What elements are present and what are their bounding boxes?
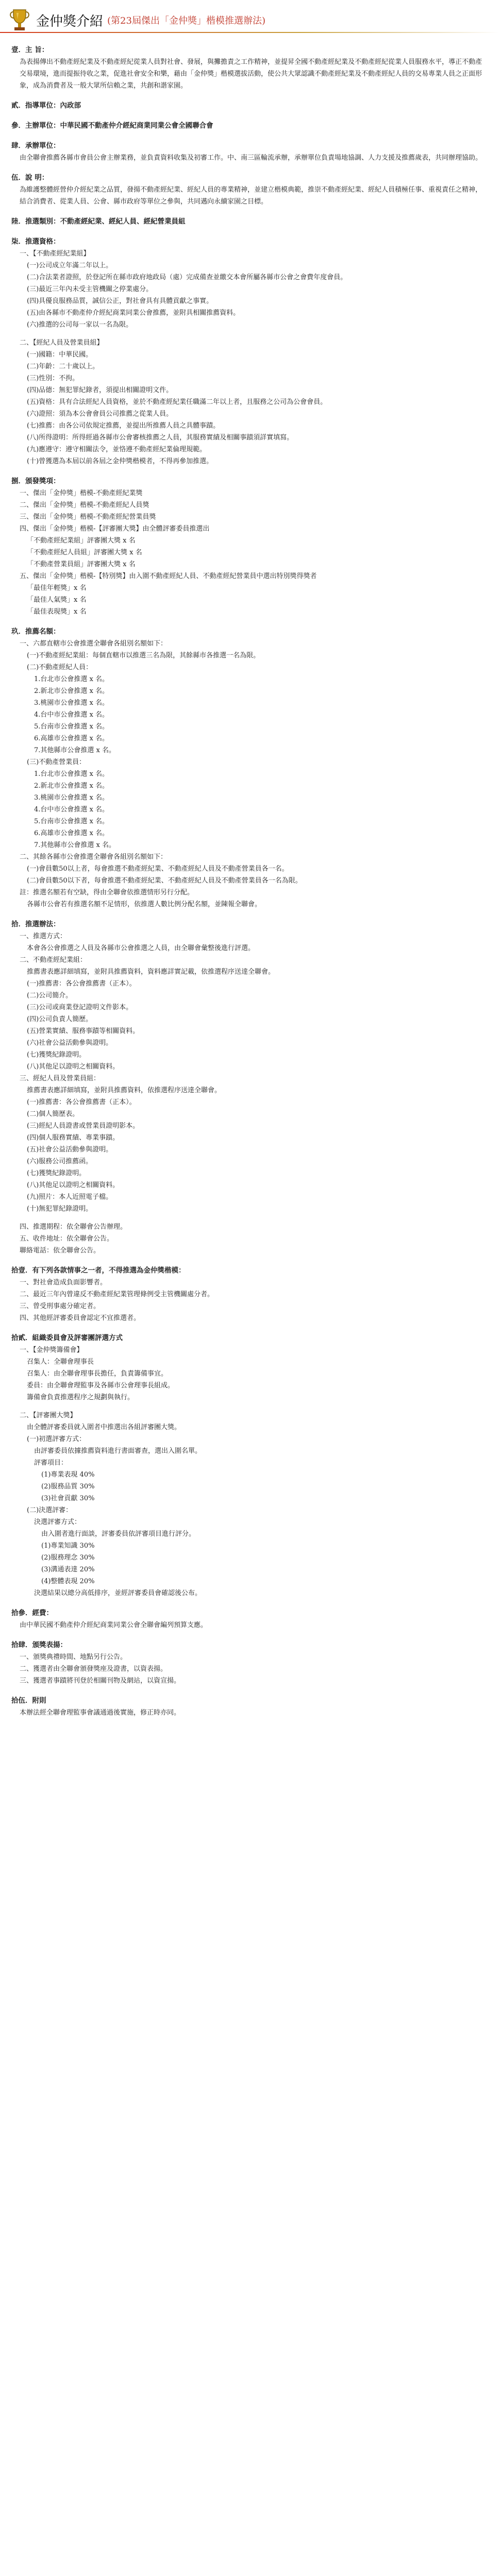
section-title: 拾伍．附則: [11, 1697, 46, 1705]
section-line: (一)初選評審方式：: [27, 1435, 86, 1443]
section-line: 為表揚傳出不動產經紀業及不動產經紀從業人員對社會、發展，與攤擔責之工作精神，並提昇全國不動產經紀業及不動產經紀從業人員服務水平，導正不動產交易環境，進而提振待收之業，促進社會安全和樂，藉由「金仲獎」楷模選拔活動，使公共大眾認識不動產經紀業及不動產經紀人員的交易專業人員之正面形象，成為消費者及一般大眾所信賴之業，共創和諧家園。: [20, 58, 483, 90]
section-title: 拾壹．有下列各款情事之一者，不得推選為金仲獎楷模：: [11, 1266, 186, 1275]
section-line: 二、不動產經紀業組：: [20, 956, 87, 964]
section: [11, 172, 488, 208]
section-line: 四、推選期程：依全聯會公告辦理。: [20, 1223, 127, 1231]
section-line: (七)推薦：由各公司依規定推薦，並提出所推薦人員之具體事蹟。: [27, 422, 220, 430]
section-line: 註：推選名額若有空缺，得由全聯會依推選情形另行分配。: [20, 889, 194, 896]
section-line: (四)公司負責人簡歷。: [27, 1015, 93, 1023]
section-line: 由評審委員依據推薦資料進行書面審查，選出入圍名單。: [34, 1447, 202, 1455]
section-line: (六)證照：須為本公會會員公司推薦之從業人員。: [27, 410, 173, 418]
section-line: 「最佳人氣獎」x 名: [27, 596, 87, 604]
section: [11, 100, 488, 112]
section-line: (二)年齡：二十歲以上。: [27, 363, 99, 370]
section: [11, 1332, 488, 1599]
trophy-icon: [8, 8, 31, 32]
section: [11, 120, 488, 132]
section-line: 二、最近三年內曾違反不動產經紀業管理條例受主管機關處分者。: [20, 1291, 214, 1298]
section: [11, 1265, 488, 1324]
section-line: 一、【金仲獎籌備會】: [20, 1346, 84, 1354]
section-line: 三、傑出「金仲獎」楷模-不動產經紀營業員獎: [20, 513, 156, 521]
section-line: 召集人：全聯會理事長: [27, 1358, 94, 1366]
section: [11, 236, 488, 467]
section: [11, 1695, 488, 1719]
section-line: 一、【不動產經紀業組】: [20, 250, 90, 258]
document-body: [0, 44, 499, 1719]
section-line: (一)推薦書：各公會推薦書（正本）。: [27, 1098, 136, 1106]
section-line: (3)溝通表達 20%: [41, 1566, 95, 1573]
section-line: (4)整體表現 20%: [41, 1578, 95, 1585]
section-line: 2.新北市公會推選 x 名。: [34, 782, 109, 790]
section-line: 由全體評審委員就入圍者中推選出各組評審團大獎。: [27, 1423, 181, 1431]
section-title: 參．主辦單位：中華民國不動產仲介經紀商業同業公會全國聯合會: [11, 122, 213, 130]
section-line: 二、【評審團大獎】: [20, 1412, 77, 1419]
section-line: (四)個人服務實績、專業事蹟。: [27, 1134, 120, 1142]
section-line: (2)服務品質 30%: [41, 1483, 95, 1490]
section: [11, 626, 488, 910]
section-line: (六)服務公司推薦函。: [27, 1158, 93, 1165]
section: [11, 44, 488, 92]
section-line: 一、頒獎典禮時間、地點另行公告。: [20, 1653, 127, 1661]
section-line: (七)獲獎紀錄證明。: [27, 1051, 86, 1059]
section-line: 「不動產經紀業組」評審團大獎 x 名: [27, 537, 136, 545]
section-line: 三、獲選者事蹟將刊登於相關刊物及網站，以資宣揚。: [20, 1677, 181, 1685]
section-line: 一、推選方式：: [20, 933, 67, 940]
section-line: 「不動產營業員組」評審團大獎 x 名: [27, 561, 136, 568]
section-line: 6.高雄市公會推選 x 名。: [34, 829, 109, 837]
section-line: (二)不動產經紀人員：: [27, 664, 93, 671]
section-line: 委員：由全聯會理監事及各縣市公會理事長組成。: [27, 1382, 175, 1389]
section-title: 拾肆．頒獎表揚：: [11, 1641, 67, 1649]
page-header: [0, 0, 499, 40]
section-line: (三)性別：不拘。: [27, 375, 79, 382]
section-line: 三、曾受刑事處分確定者。: [20, 1302, 101, 1310]
section-line: (二)決選評審：: [27, 1506, 73, 1514]
section-line: (四)具優良服務品質，誠信公正，對社會具有具體貢獻之事實。: [27, 297, 213, 305]
section-line: (八)其他足以證明之相關資料。: [27, 1181, 120, 1189]
section-title: 肆．承辦單位：: [11, 142, 60, 150]
spacer: [11, 1215, 488, 1221]
section-line: (五)營業實績、服務事蹟等相關資料。: [27, 1027, 140, 1035]
section-line: 三、經紀人員及營業員組：: [20, 1075, 101, 1082]
section: [11, 1607, 488, 1631]
section-line: 1.台北市公會推選 x 名。: [34, 675, 109, 683]
section-title: 玖．推薦名額：: [11, 628, 60, 636]
section-line: 二、獲選者由全聯會頒發獎座及證書，以資表揚。: [20, 1665, 168, 1673]
section-line: (三)不動產營業員：: [27, 758, 86, 766]
section-title: 拾．推選辦法：: [11, 920, 60, 928]
section-line: 由入圍者進行面談，評審委員依評審項目進行評分。: [41, 1530, 196, 1538]
section-line: 5.台南市公會推選 x 名。: [34, 818, 109, 825]
section-line: 5.台南市公會推選 x 名。: [34, 723, 109, 731]
section-line: (十)無犯罪紀錄證明。: [27, 1205, 93, 1213]
section-line: 二、傑出「金仲獎」楷模-不動產經紀人員獎: [20, 501, 149, 509]
section-line: 五、傑出「金仲獎」楷模-【特別獎】由入圍不動產經紀人員、不動產經紀營業員中選出特別獎得獎者: [20, 572, 317, 580]
section-line: 3.桃園市公會推選 x 名。: [34, 699, 109, 707]
section-title: 捌．頒發獎項：: [11, 477, 60, 485]
section-line: 一、六都直轄市公會推選全聯會各組別名額如下：: [20, 640, 168, 648]
section-line: 評審項目：: [34, 1459, 68, 1467]
section-line: (一)公司成立年滿二年以上。: [27, 262, 113, 269]
section-title: 柒．推選資格：: [11, 238, 60, 246]
section-line: (三)最近三年內未受主管機關之停業處分。: [27, 285, 153, 293]
section-title: 壹．主 旨：: [11, 46, 49, 54]
section-title: 拾參．經費：: [11, 1609, 53, 1617]
section-line: 4.台中市公會推選 x 名。: [34, 711, 109, 719]
section-line: 由中華民國不動產仲介經紀商業同業公會全聯會編列預算支應。: [20, 1621, 208, 1629]
section: [11, 140, 488, 164]
section-line: (一)推薦書：各公會推薦書（正本）。: [27, 980, 136, 988]
section-line: 「最佳年輕獎」x 名: [27, 584, 87, 592]
section: [11, 919, 488, 1257]
section-line: 「最佳表現獎」x 名: [27, 608, 87, 616]
section-line: 推薦書表應詳細填寫，並附具推薦資料，依推選程序送達全聯會。: [27, 1087, 222, 1094]
section-line: (二)個人簡歷表。: [27, 1110, 79, 1118]
section-line: 二、其餘各縣市公會推選全聯會各組別名額如下：: [20, 853, 168, 861]
section-line: (3)社會貢獻 30%: [41, 1495, 95, 1502]
section-title: 貳．指導單位：內政部: [11, 101, 81, 110]
section-line: (八)所得證明：所得經過各縣市公會審核推薦之人員，其服務實績及相關事蹟須詳實填寫。: [27, 434, 294, 442]
section-line: 4.台中市公會推選 x 名。: [34, 806, 109, 814]
section-line: 由全聯會推薦各縣市會員公會主辦業務，並負責資料收集及初審工作。中、南三區輪流承辦，承辦單位負責場地協調、人力支援及推薦歲表，共同辦理協助。: [20, 154, 483, 162]
section-line: (十)曾獲選為本屆以前各屆之金仲獎楷模者，不得再參加推選。: [27, 457, 213, 465]
section-line: (一)會員數50以上者，每會推選不動產經紀業、不動產經紀人員及不動產營業員各一名。: [27, 865, 289, 873]
section-line: (2)服務理念 30%: [41, 1554, 95, 1562]
section-line: 推薦書表應詳細填寫，並附具推薦資料，資料應詳實記載，依推選程序送達全聯會。: [27, 968, 275, 976]
section-line: 為維護整體經營仲介經紀業之品質，發揚不動產經紀業、經紀人員的專業精神，並建立楷模典範，推崇不動產經紀業、經紀人員積極任事、重視責任之精神，結合消費者、從業人員、公會、縣市政府等單位之參與，共同邁向永續家園之目標。: [20, 186, 483, 206]
section-line: (六)社會公益活動參與證明。: [27, 1039, 113, 1047]
section: [11, 476, 488, 618]
section-line: 決選評審方式：: [34, 1518, 81, 1526]
section-line: (四)品德：無犯罪紀錄者，須提出相關證明文件。: [27, 386, 173, 394]
section-line: 籌備會負責推選程序之規劃與執行。: [27, 1394, 135, 1401]
section-line: 1.台北市公會推選 x 名。: [34, 770, 109, 778]
section-line: 聯絡電話：依全聯會公告。: [20, 1247, 101, 1255]
section-line: (三)經紀人員證書或營業員證明影本。: [27, 1122, 140, 1130]
section-line: 召集人：由全聯會理事長擔任，負責籌備事宜。: [27, 1370, 168, 1378]
section-line: (九)應遵守：遵守相關法令，並恪遵不動產經紀業倫理規範。: [27, 446, 207, 453]
spacer: [11, 331, 488, 337]
header-divider: [0, 32, 499, 33]
section-line: (一)不動產經紀業組：每個直轄市以推選三名為限，其餘縣市各推選一名為限。: [27, 652, 260, 659]
section-line: (五)由各縣市不動產仲介經紀商業同業公會推薦，並附具相關推薦資料。: [27, 309, 240, 317]
section: [11, 216, 488, 228]
section-line: 「不動產經紀人員組」評審團大獎 x 名: [27, 549, 142, 556]
section-line: 二、【經紀人員及營業員組】: [20, 339, 104, 347]
section-line: 7.其他縣市公會推選 x 名。: [34, 747, 115, 754]
section-title: 拾貳．組織委員會及評審團評選方式: [11, 1334, 123, 1342]
section-line: (五)資格：具有合法經紀人員資格，並於不動產經紀業任職滿二年以上者，且服務之公司為公會會員。: [27, 398, 327, 406]
section-line: (五)社會公益活動參與證明。: [27, 1146, 113, 1154]
section-line: 2.新北市公會推選 x 名。: [34, 687, 109, 695]
section-line: (1)專業知識 30%: [41, 1542, 95, 1550]
section-line: (二)合法業者證照，於登記所在縣市政府地政局（處）完成備查並繳交本會所屬各縣市公會之會費年度會員。: [27, 274, 347, 281]
section-line: (三)公司或商業登記證明文件影本。: [27, 1004, 133, 1011]
page-title: 金仲獎介紹: [36, 13, 104, 29]
section-line: 五、收件地址：依全聯會公告。: [20, 1235, 114, 1243]
section: [11, 1639, 488, 1687]
section-line: 一、對社會造成負面影響者。: [20, 1279, 107, 1286]
section-line: (七)獲獎紀錄證明。: [27, 1170, 86, 1177]
section-line: (二)會員數50以下者，每會推選不動產經紀業、不動產經紀人員及不動產營業員各一名為限。: [27, 877, 302, 885]
section-line: (九)照片：本人近照電子檔。: [27, 1193, 113, 1201]
section-line: 6.高雄市公會推選 x 名。: [34, 735, 109, 742]
section-line: 3.桃園市公會推選 x 名。: [34, 794, 109, 802]
section-line: 四、其他經評審委員會認定不宜推選者。: [20, 1314, 141, 1322]
section-line: 7.其他縣市公會推選 x 名。: [34, 841, 115, 849]
section-line: 四、傑出「金仲獎」楷模-【評審團大獎】由全體評審委員推選出: [20, 525, 210, 533]
section-line: 一、傑出「金仲獎」楷模-不動產經紀業獎: [20, 489, 143, 497]
section-line: 本會各公會推選之人員及各縣市公會推選之人員，由全聯會彙整後進行評選。: [27, 944, 255, 952]
section-line: 各縣市公會若有推選名額不足情形，依推選人數比例分配名額，並陳報全聯會。: [27, 901, 262, 908]
section-line: (六)推選的公司每一家以一名為限。: [27, 321, 133, 329]
section-line: (八)其他足以證明之相關資料。: [27, 1063, 120, 1071]
section-title: 伍．說 明：: [11, 174, 49, 182]
spacer: [11, 1403, 488, 1410]
page-subtitle: (第23屆傑出「金仲獎」楷模推選辦法): [107, 15, 265, 26]
section-line: (二)公司簡介。: [27, 992, 73, 999]
section-line: (一)國籍：中華民國。: [27, 351, 93, 359]
section-line: (1)專業表現 40%: [41, 1471, 95, 1479]
section-line: 決選結果以總分高低排序，並經評審委員會確認後公布。: [34, 1589, 202, 1597]
section-title: 陸．推選類別：不動產經紀業、經紀人員、經紀營業員組: [11, 217, 186, 226]
section-line: 本辦法經全聯會理監事會議通過後實施，修正時亦同。: [20, 1709, 181, 1717]
